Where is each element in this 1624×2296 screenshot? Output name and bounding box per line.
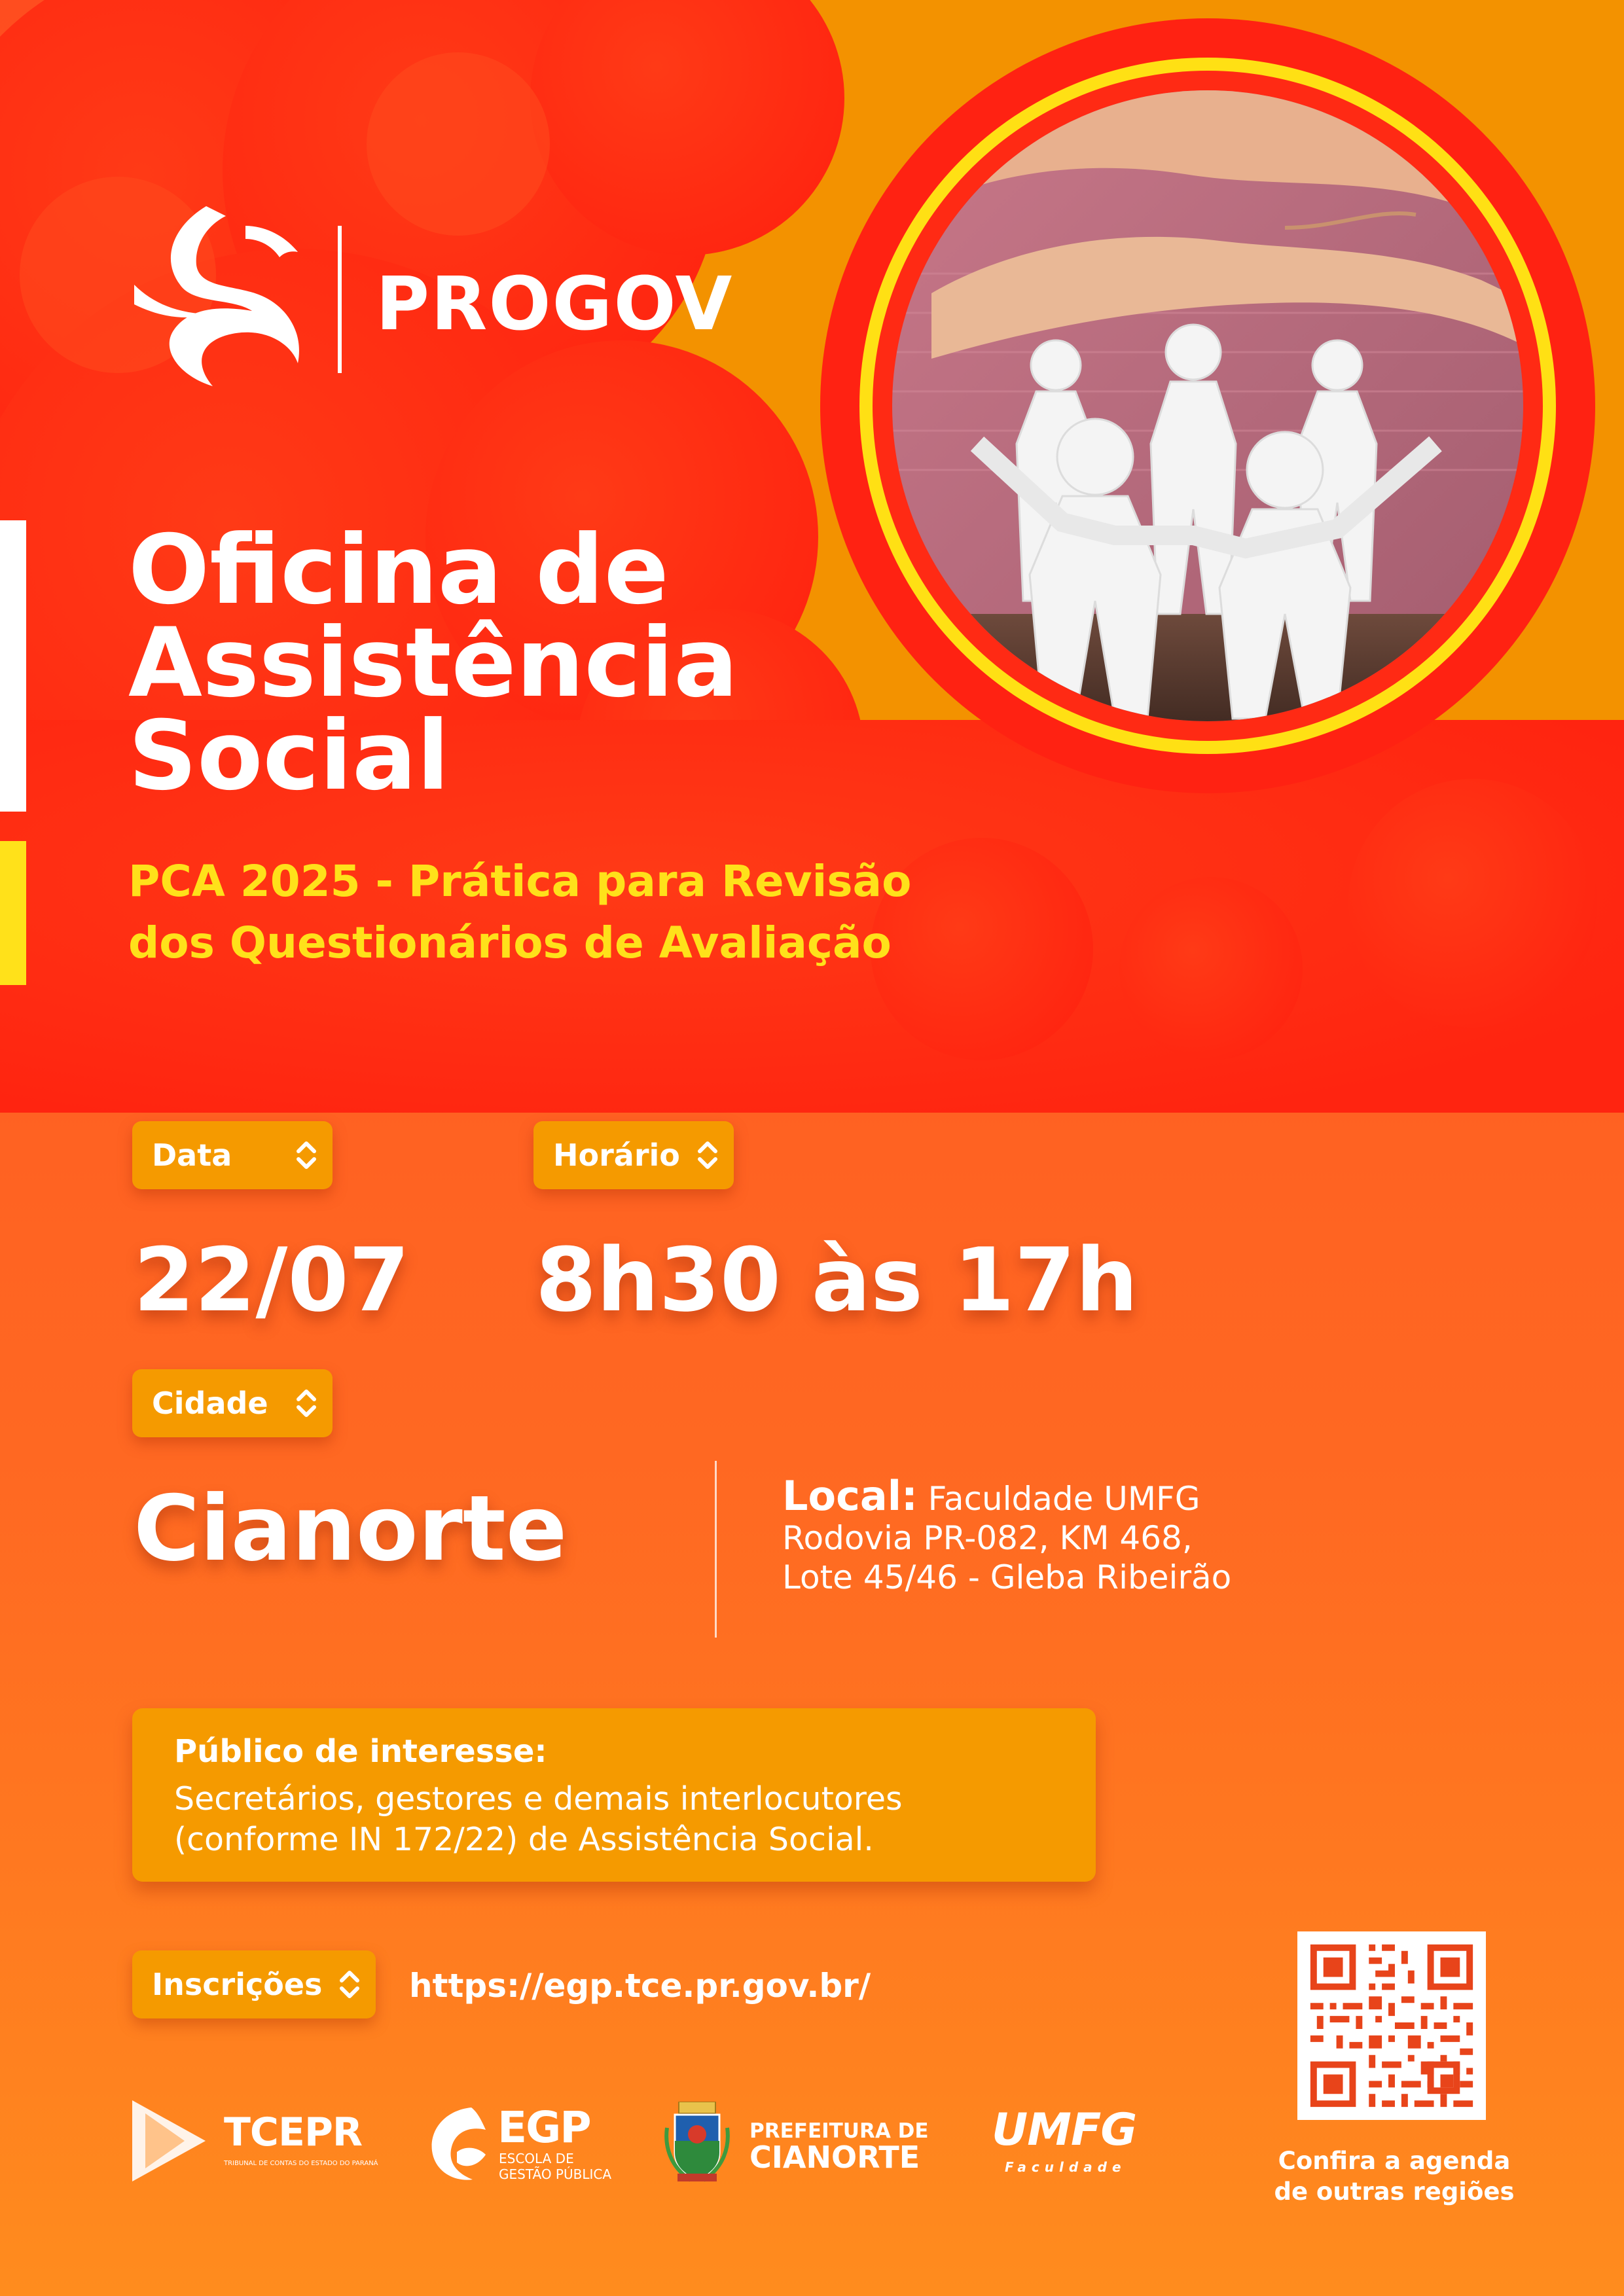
time-label: Horário bbox=[553, 1138, 680, 1173]
title-line: Oficina de bbox=[128, 514, 669, 626]
prefeitura-line1: PREFEITURA DE bbox=[749, 2119, 929, 2143]
registration-label: Inscrições bbox=[152, 1967, 323, 2002]
city-value: Cianorte bbox=[134, 1476, 568, 1581]
audience-box bbox=[132, 1708, 1096, 1882]
egp-swirl-icon bbox=[425, 2104, 491, 2185]
audience-line: Secretários, gestores e demais interlocutores bbox=[174, 1780, 903, 1818]
tcepr-triangle-icon bbox=[132, 2100, 206, 2181]
city-pill bbox=[132, 1369, 333, 1437]
date-pill bbox=[132, 1121, 333, 1189]
brand-name: PROGOV bbox=[376, 262, 734, 347]
prefeitura-line2: CIANORTE bbox=[749, 2140, 920, 2175]
cianorte-coat-of-arms bbox=[664, 2102, 730, 2184]
egp-line: ESCOLA DE bbox=[499, 2151, 574, 2166]
location-line: Lote 45/46 - Gleba Ribeirão bbox=[782, 1558, 1232, 1596]
egp-line: GESTÃO PÚBLICA bbox=[499, 2166, 612, 2182]
location-line: Rodovia PR-082, KM 468, bbox=[782, 1519, 1193, 1557]
title-line: Assistência bbox=[128, 607, 738, 719]
egp-logo bbox=[425, 2100, 622, 2191]
qr-caption-line: Confira a agenda bbox=[1278, 2147, 1511, 2175]
date-value: 22/07 bbox=[134, 1229, 410, 1331]
qr-caption bbox=[1247, 2145, 1542, 2207]
egp-subtitle bbox=[499, 2151, 611, 2182]
title-accent-bar bbox=[0, 520, 26, 812]
chevron-updown-icon bbox=[695, 1137, 721, 1174]
location-label: Local: bbox=[782, 1472, 918, 1520]
tcepr-tagline: TRIBUNAL DE CONTAS DO ESTADO DO PARANÁ bbox=[224, 2160, 378, 2167]
prefeitura-cianorte-logo bbox=[664, 2098, 939, 2189]
qr-caption-line: de outras regiões bbox=[1274, 2178, 1515, 2206]
location-line: Faculdade UMFG bbox=[928, 1480, 1200, 1518]
audience-heading: Público de interesse: bbox=[174, 1733, 547, 1770]
chevron-updown-icon bbox=[293, 1137, 319, 1174]
qr-code[interactable] bbox=[1297, 1931, 1486, 2120]
event-title bbox=[128, 514, 914, 812]
progov-bird-logo bbox=[134, 200, 314, 396]
time-value: 8h30 às 17h bbox=[535, 1229, 1138, 1331]
audience-line: (conforme IN 172/22) de Assistência Social. bbox=[174, 1821, 874, 1858]
registration-pill bbox=[132, 1950, 376, 2018]
brand-divider bbox=[338, 226, 342, 373]
registration-link[interactable]: https://egp.tce.pr.gov.br/ bbox=[409, 1967, 871, 2005]
egp-name: EGP bbox=[497, 2102, 590, 2153]
location-block bbox=[782, 1472, 1232, 1597]
chevron-updown-icon bbox=[336, 1966, 363, 2003]
subtitle-line: dos Questionários de Avaliação bbox=[128, 918, 892, 968]
tcepr-logo bbox=[132, 2098, 381, 2189]
time-pill bbox=[533, 1121, 734, 1189]
date-label: Data bbox=[152, 1138, 232, 1173]
chevron-updown-icon bbox=[293, 1385, 319, 1422]
umfg-logo bbox=[992, 2104, 1149, 2183]
tcepr-name: TCEPR bbox=[224, 2109, 363, 2155]
location-divider bbox=[715, 1461, 717, 1638]
event-subtitle bbox=[128, 851, 911, 974]
title-line: Social bbox=[128, 700, 450, 812]
subtitle-accent-bar bbox=[0, 841, 26, 985]
subtitle-line: PCA 2025 - Prática para Revisão bbox=[128, 856, 912, 906]
city-label: Cidade bbox=[152, 1386, 268, 1421]
umfg-subtitle: Faculdade bbox=[1005, 2159, 1127, 2175]
umfg-name: UMFG bbox=[992, 2104, 1137, 2156]
qr-code-pattern bbox=[1297, 1931, 1486, 2120]
paper-people-photo bbox=[879, 77, 1536, 734]
